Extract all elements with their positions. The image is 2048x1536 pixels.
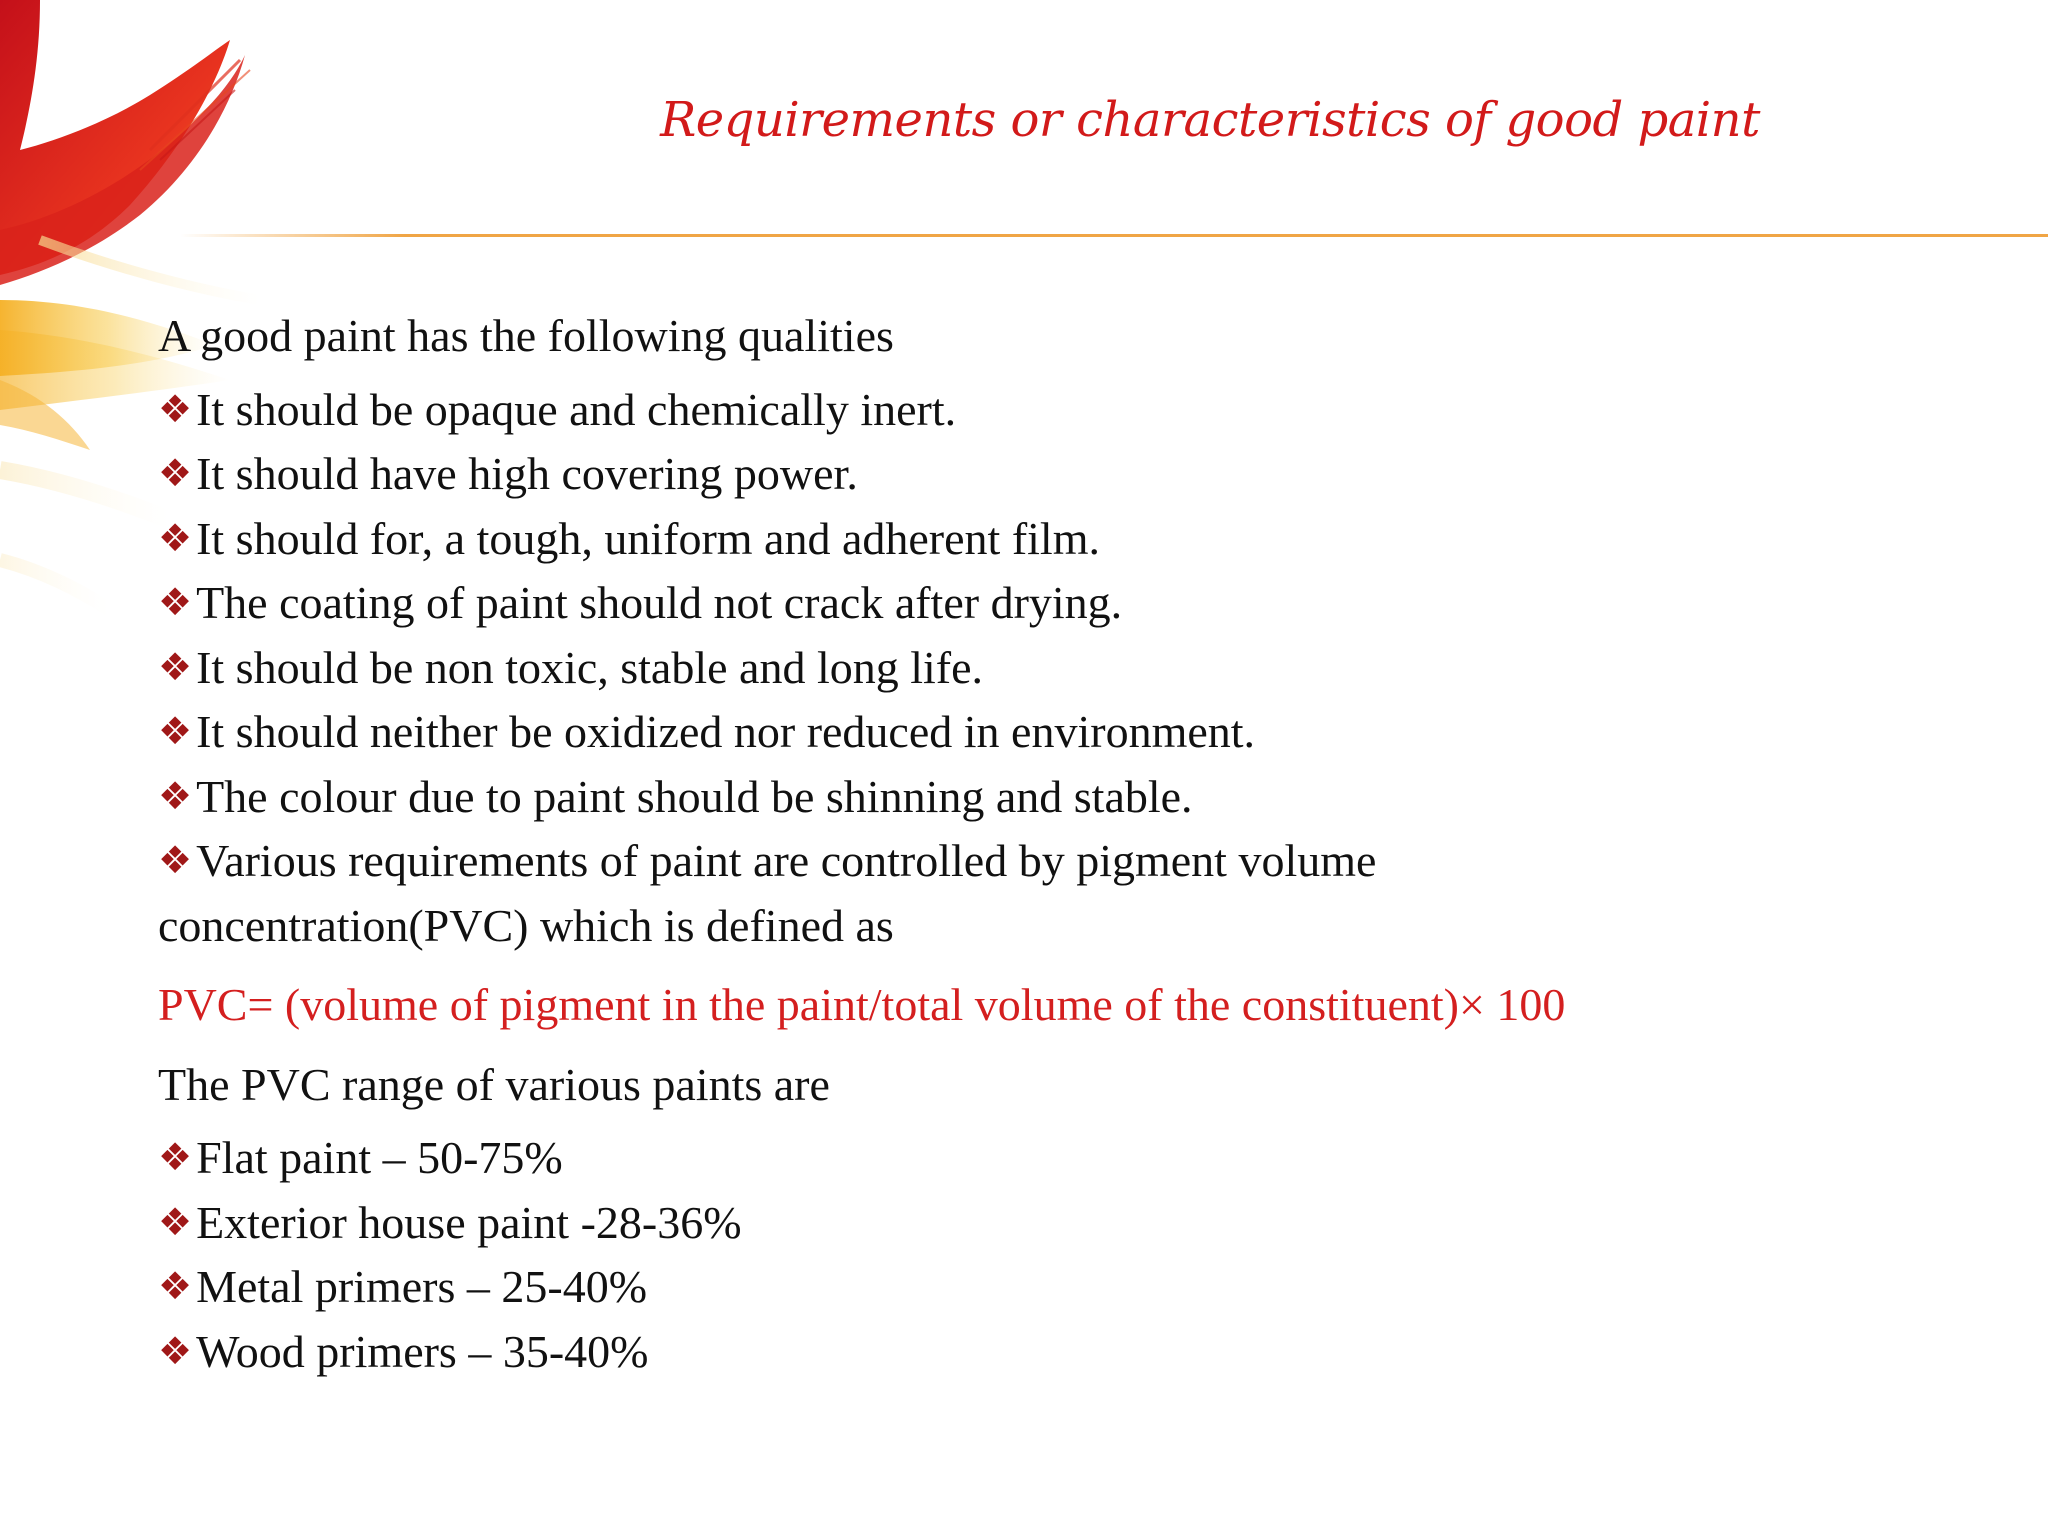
diamond-bullet-icon: ❖ [158, 515, 193, 560]
spacer [158, 367, 2018, 379]
list-item: ❖It should be non toxic, stable and long life. [158, 641, 984, 693]
list-item: ❖Wood primers – 35-40% [158, 1325, 649, 1377]
diamond-bullet-icon: ❖ [158, 1135, 193, 1179]
diamond-bullet-icon: ❖ [158, 773, 193, 818]
list-item: ❖The colour due to paint should be shinning and stable. [158, 770, 1193, 822]
diamond-bullet-icon: ❖ [158, 1328, 193, 1373]
diamond-bullet-icon: ❖ [158, 451, 193, 495]
diamond-bullet-icon: ❖ [158, 838, 193, 882]
diamond-bullet-icon: ❖ [158, 386, 193, 431]
spacer [158, 1115, 2018, 1127]
pvc-formula: PVC= (volume of pigment in the paint/total volume of the constituent)× 100 [158, 979, 1566, 1030]
list-item: ❖It should be opaque and chemically inert. [158, 383, 957, 435]
list-item: ❖It should have high covering power. [158, 448, 858, 499]
diamond-bullet-icon: ❖ [158, 709, 193, 753]
intro-text: A good paint has the following qualities [158, 310, 894, 361]
list-item: ❖Various requirements of paint are controlled by pigment volume [158, 835, 1377, 886]
list-item: ❖Exterior house paint -28-36% [158, 1196, 742, 1248]
diamond-bullet-icon: ❖ [158, 1264, 193, 1308]
list-item: ❖Metal primers – 25-40% [158, 1261, 648, 1312]
title-divider [180, 234, 2048, 237]
list-item: ❖The coating of paint should not crack after drying. [158, 577, 1123, 628]
continuation-text: concentration(PVC) which is defined as [158, 899, 894, 951]
range-intro-text: The PVC range of various paints are [158, 1058, 830, 1110]
slide-body [158, 305, 2018, 1385]
diamond-bullet-icon: ❖ [158, 644, 193, 689]
list-item: ❖Flat paint – 50-75% [158, 1132, 563, 1183]
list-item: ❖It should for, a tough, uniform and adherent film. [158, 512, 1100, 564]
diamond-bullet-icon: ❖ [158, 580, 193, 624]
slide-title: Requirements or characteristics of good paint [660, 92, 1760, 148]
diamond-bullet-icon: ❖ [158, 1199, 193, 1244]
list-item: ❖It should neither be oxidized nor reduced in environment. [158, 706, 1256, 757]
